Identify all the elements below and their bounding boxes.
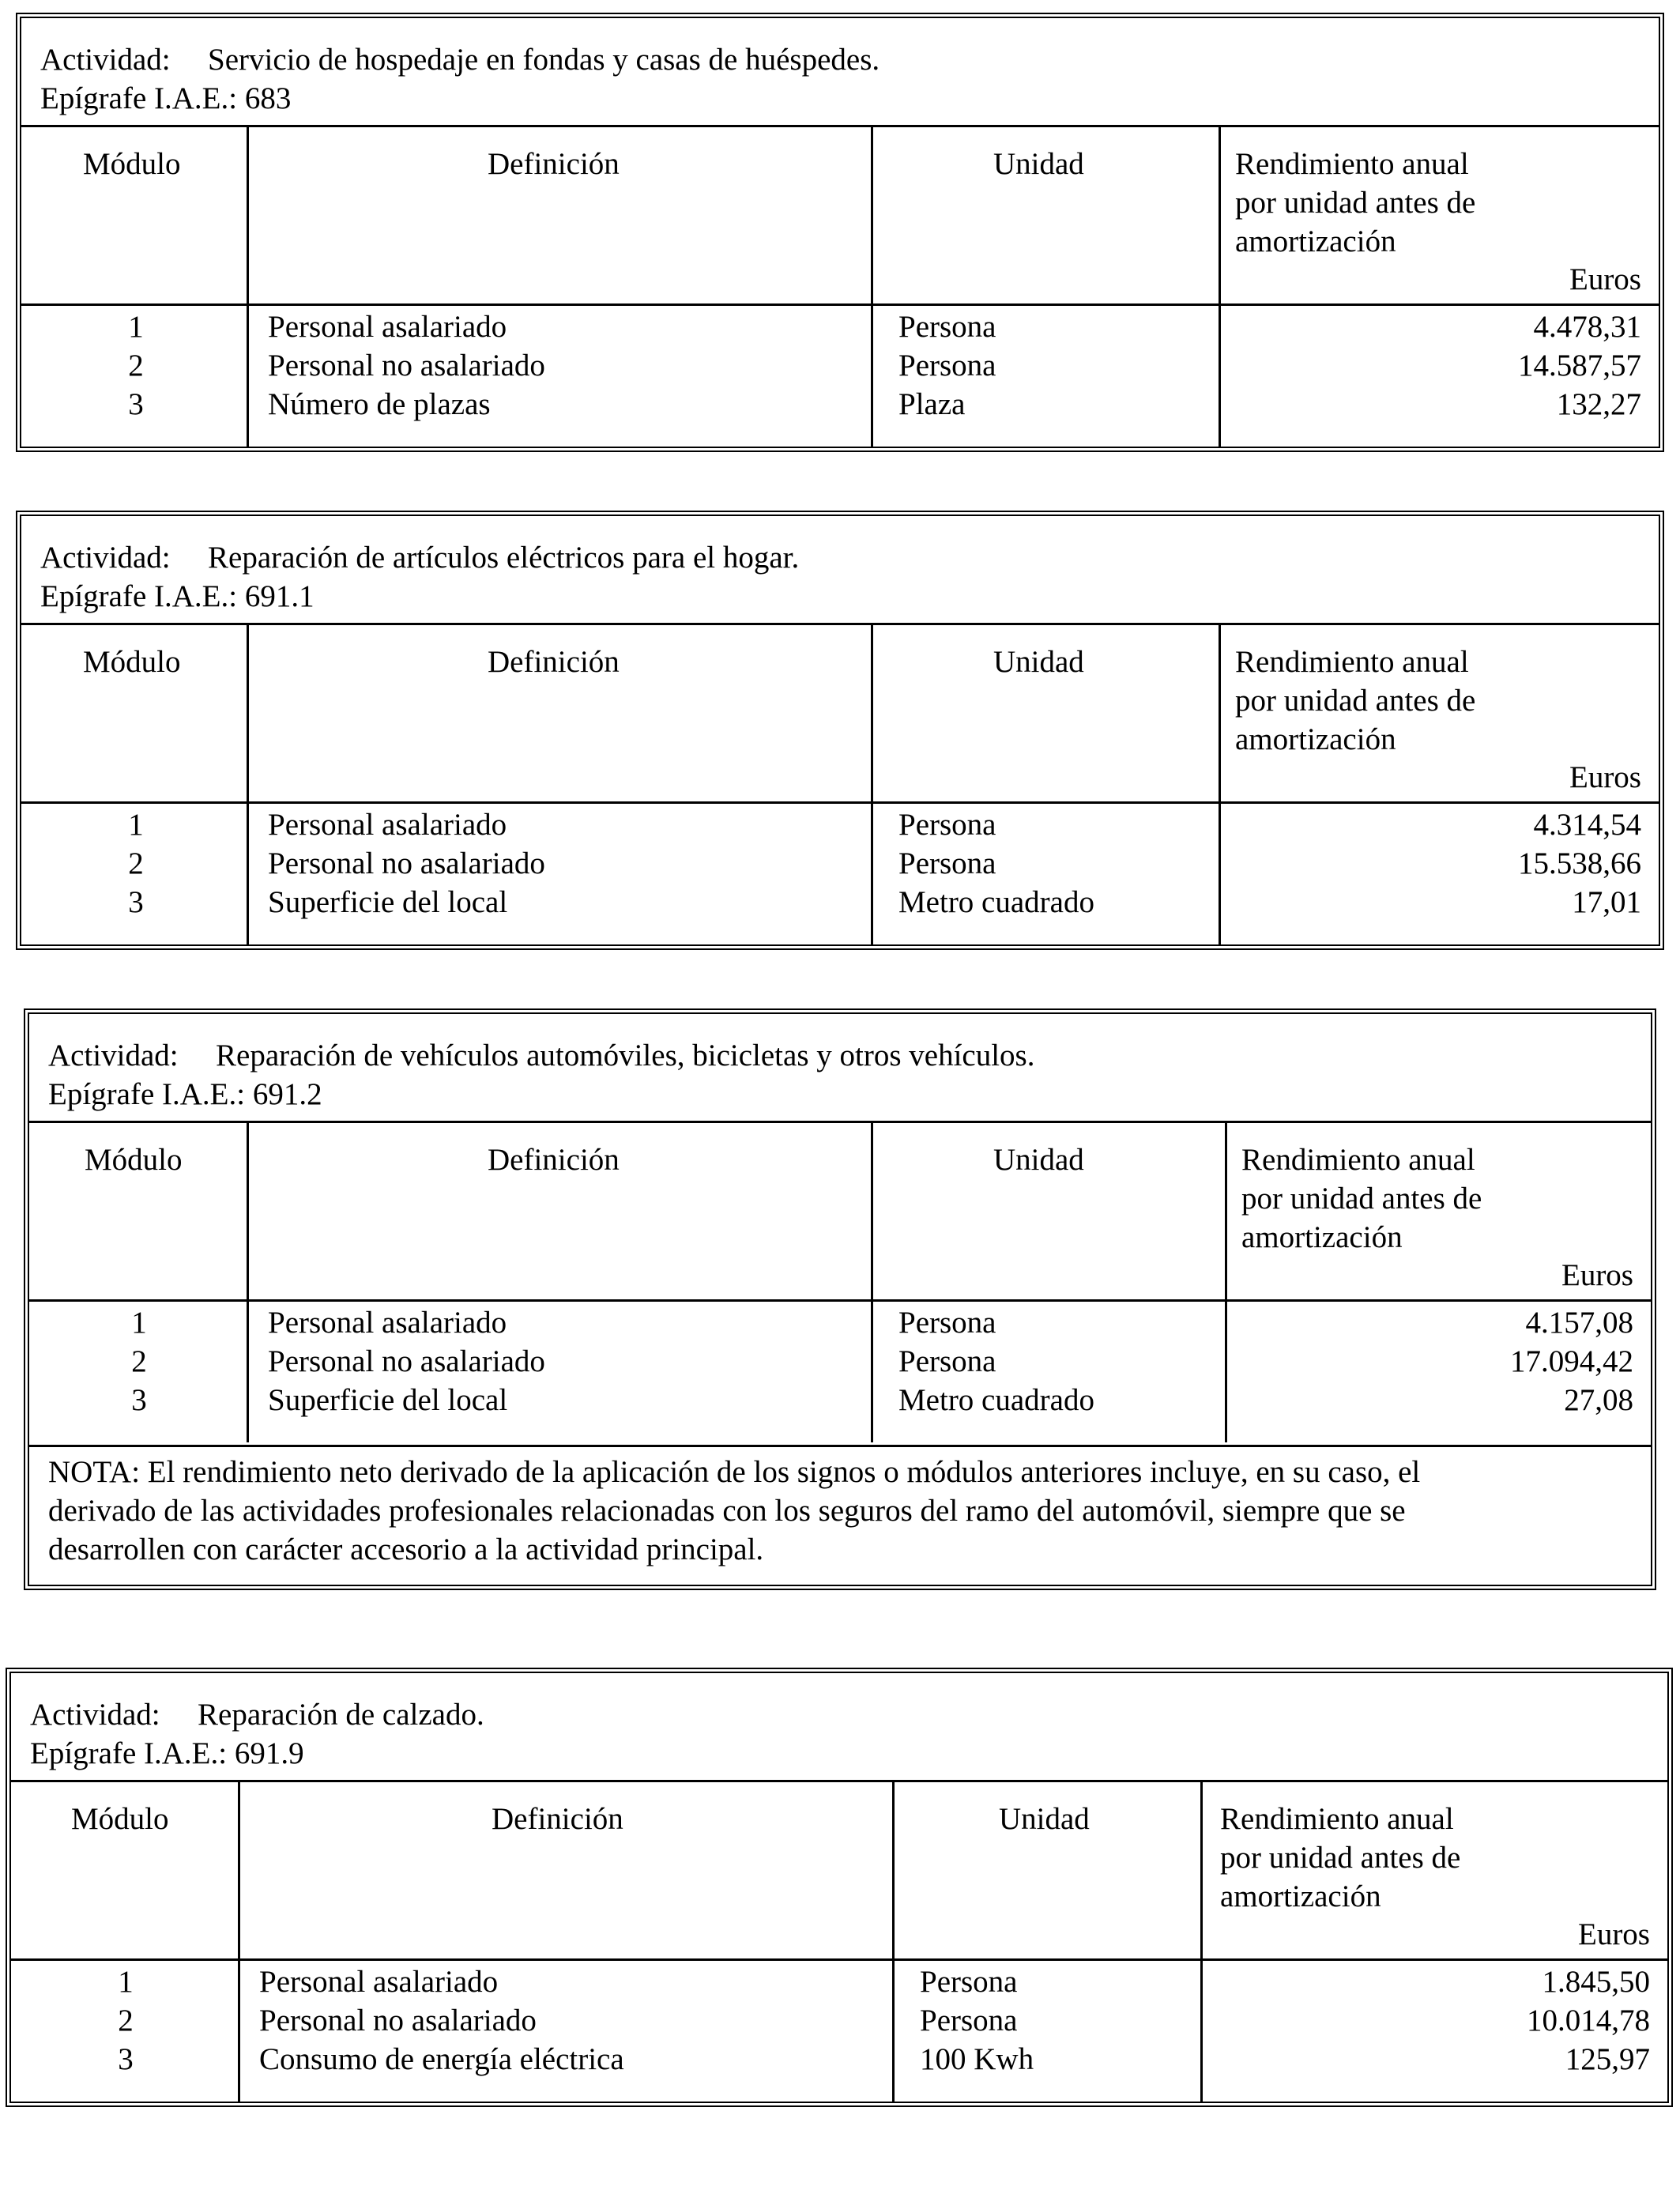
col-rendimiento [1235, 643, 1475, 759]
col-rendimiento-line3: amortización [1220, 1879, 1381, 1913]
row-modulo: 3 [128, 387, 144, 421]
nota-line: desarrollen con carácter accesorio a la actividad principal. [48, 1532, 764, 1566]
epigrafe: Epígrafe I.A.E.: 691.9 [30, 1736, 304, 1770]
nota [48, 1453, 1632, 1569]
row-valor: 14.587,57 [1518, 349, 1641, 383]
row-unidad: 100 Kwh [920, 2042, 1034, 2076]
row-definicion: Personal no asalariado [268, 846, 545, 880]
table-header [29, 1014, 1651, 1123]
col-rendimiento-line3: amortización [1235, 224, 1396, 258]
col-modulo: Módulo [83, 147, 181, 181]
row-valor: 17.094,42 [1510, 1344, 1633, 1378]
col-definicion: Definición [488, 1143, 620, 1177]
row-valor: 27,08 [1564, 1383, 1633, 1417]
column-headers [29, 1123, 1651, 1302]
column-headers [21, 625, 1659, 804]
row-modulo: 1 [131, 1306, 147, 1340]
row-valor: 125,97 [1565, 2042, 1650, 2076]
row-unidad: Plaza [898, 387, 966, 421]
row-valor: 10.014,78 [1527, 2004, 1650, 2038]
nota-line: NOTA: El rendimiento neto derivado de la aplicación de los signos o módulos anteriores incluye, en su caso, el [48, 1455, 1421, 1489]
col-unidad: Unidad [993, 645, 1084, 679]
row-valor: 4.157,08 [1525, 1306, 1633, 1340]
actividad-label: Actividad: [30, 1698, 160, 1732]
row-modulo: 2 [128, 349, 144, 383]
row-unidad: Persona [920, 2004, 1018, 2038]
col-unidad: Unidad [999, 1802, 1090, 1836]
actividad-text: Reparación de calzado. [198, 1698, 484, 1732]
row-modulo: 3 [118, 2042, 134, 2076]
row-modulo: 3 [128, 885, 144, 919]
epigrafe: Epígrafe I.A.E.: 683 [40, 81, 292, 115]
epigrafe: Epígrafe I.A.E.: 691.1 [40, 579, 315, 613]
actividad-line [30, 1695, 484, 1734]
row-unidad: Metro cuadrado [898, 885, 1094, 919]
nota-line: derivado de las actividades profesionales relacionadas con los seguros del ramo del automóvil, siempre que se [48, 1494, 1406, 1528]
row-unidad: Persona [898, 808, 996, 842]
row-valor: 17,01 [1572, 885, 1641, 919]
actividad-line [48, 1036, 1034, 1075]
row-definicion: Número de plazas [268, 387, 491, 421]
row-definicion: Superficie del local [268, 1383, 508, 1417]
col-unidad: Unidad [993, 1143, 1084, 1177]
row-modulo: 1 [128, 808, 144, 842]
actividad-text: Reparación de artículos eléctricos para el hogar. [208, 541, 800, 575]
row-unidad: Persona [898, 1344, 996, 1378]
table-header [21, 516, 1659, 625]
row-modulo: 1 [128, 310, 144, 344]
actividad-label: Actividad: [40, 43, 171, 77]
row-definicion: Personal asalariado [268, 1306, 507, 1340]
row-valor: 4.314,54 [1533, 808, 1641, 842]
row-modulo: 2 [118, 2004, 134, 2038]
row-unidad: Metro cuadrado [898, 1383, 1094, 1417]
row-definicion: Personal asalariado [268, 808, 507, 842]
row-definicion: Personal asalariado [268, 310, 507, 344]
col-definicion: Definición [492, 1802, 623, 1836]
table-hospedaje [16, 13, 1664, 452]
row-definicion: Superficie del local [268, 885, 508, 919]
actividad-text: Servicio de hospedaje en fondas y casas de huéspedes. [208, 43, 880, 77]
actividad-line [40, 40, 880, 79]
col-rendimiento-line1: Rendimiento anual [1220, 1802, 1454, 1836]
col-euros: Euros [1569, 262, 1641, 296]
col-rendimiento-line1: Rendimiento anual [1241, 1143, 1475, 1177]
col-rendimiento-line3: amortización [1241, 1220, 1403, 1254]
column-headers [21, 127, 1659, 306]
table-articulos-electricos [16, 511, 1664, 950]
col-modulo: Módulo [83, 645, 181, 679]
col-rendimiento-line2: por unidad antes de [1235, 684, 1476, 718]
col-rendimiento [1241, 1140, 1482, 1257]
col-modulo: Módulo [85, 1143, 183, 1177]
row-modulo: 3 [131, 1383, 147, 1417]
actividad-line [40, 538, 799, 577]
row-unidad: Persona [898, 310, 996, 344]
col-modulo: Módulo [71, 1802, 169, 1836]
table-header [11, 1673, 1667, 1782]
col-definicion: Definición [488, 645, 620, 679]
row-unidad: Persona [920, 1965, 1018, 1999]
row-modulo: 2 [128, 846, 144, 880]
col-definicion: Definición [488, 147, 620, 181]
col-euros: Euros [1561, 1258, 1633, 1292]
table-header [21, 18, 1659, 127]
nota-divider [29, 1445, 1651, 1447]
column-headers [11, 1782, 1667, 1961]
row-definicion: Personal no asalariado [268, 349, 545, 383]
actividad-label: Actividad: [48, 1039, 179, 1072]
col-rendimiento-line2: por unidad antes de [1235, 186, 1476, 220]
row-valor: 1.845,50 [1542, 1965, 1650, 1999]
col-rendimiento-line1: Rendimiento anual [1235, 645, 1469, 679]
row-definicion: Consumo de energía eléctrica [259, 2042, 624, 2076]
row-valor: 15.538,66 [1518, 846, 1641, 880]
col-rendimiento [1235, 145, 1475, 261]
row-definicion: Personal asalariado [259, 1965, 499, 1999]
row-definicion: Personal no asalariado [259, 2004, 537, 2038]
epigrafe: Epígrafe I.A.E.: 691.2 [48, 1077, 322, 1111]
col-rendimiento-line1: Rendimiento anual [1235, 147, 1469, 181]
row-unidad: Persona [898, 846, 996, 880]
table-calzado [6, 1668, 1673, 2107]
col-rendimiento-line2: por unidad antes de [1220, 1841, 1461, 1875]
table-vehiculos [24, 1008, 1656, 1590]
row-modulo: 1 [118, 1965, 134, 1999]
row-definicion: Personal no asalariado [268, 1344, 545, 1378]
actividad-label: Actividad: [40, 541, 171, 575]
row-valor: 132,27 [1556, 387, 1641, 421]
col-rendimiento [1220, 1800, 1460, 1916]
col-euros: Euros [1569, 760, 1641, 794]
row-unidad: Persona [898, 349, 996, 383]
row-unidad: Persona [898, 1306, 996, 1340]
row-valor: 4.478,31 [1533, 310, 1641, 344]
col-rendimiento-line3: amortización [1235, 722, 1396, 756]
row-modulo: 2 [131, 1344, 147, 1378]
col-rendimiento-line2: por unidad antes de [1241, 1182, 1482, 1216]
col-euros: Euros [1578, 1917, 1650, 1951]
col-unidad: Unidad [993, 147, 1084, 181]
actividad-text: Reparación de vehículos automóviles, bicicletas y otros vehículos. [216, 1039, 1035, 1072]
